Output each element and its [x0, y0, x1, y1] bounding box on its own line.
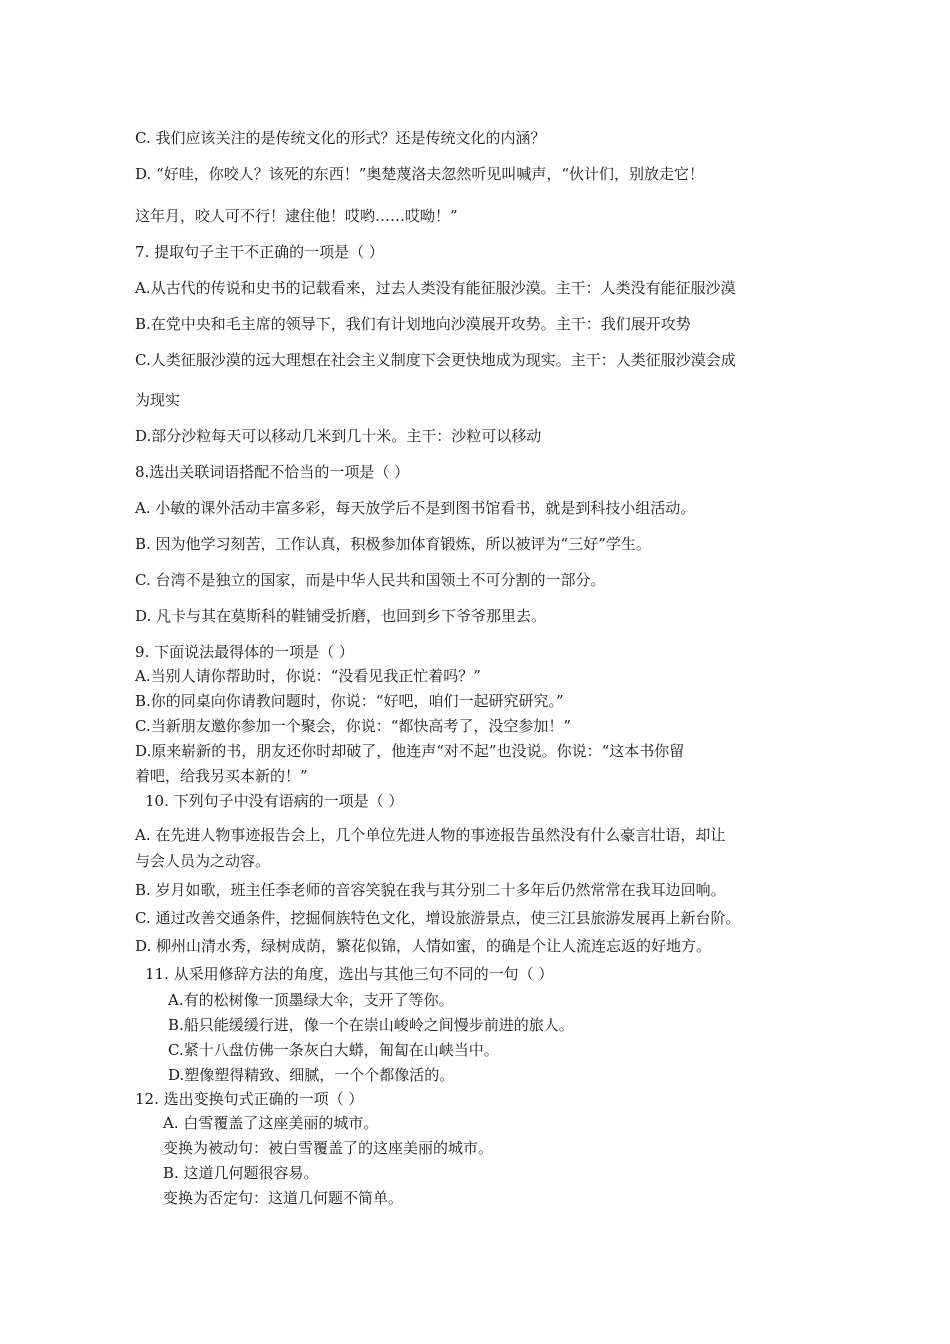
- q11-option-d: D.塑像塑得精致、细腻，一个个都像活的。: [168, 1066, 455, 1084]
- q6-option-d-line1: D. “好哇，你咬人？该死的东西！”奥楚蔑洛夫忽然听见叫喊声，“伙计们，别放走它！: [135, 165, 705, 183]
- q10-question: 10. 下列句子中没有语病的一项是（ ）: [145, 792, 404, 810]
- q10-option-a-line1: A. 在先进人物事迹报告会上，几个单位先进人物的事迹报告虽然没有什么豪言壮语，却让: [135, 826, 726, 844]
- q10-option-c: C. 通过改善交通条件，挖掘侗族特色文化，增设旅游景点，使三江县旅游发展再上新台阶。: [135, 909, 741, 927]
- q8-option-a: A. 小敏的课外活动丰富多彩，每天放学后不是到图书馆看书，就是到科技小组活动。: [135, 499, 696, 517]
- q10-option-b: B. 岁月如歌，班主任李老师的音容笑貌在我与其分别二十多年后仍然常常在我耳边回响。: [135, 881, 726, 899]
- q9-option-d-line1: D.原来崭新的书，朋友还你时却破了，他连声“对不起”也没说。你说：“这本书你留: [135, 742, 685, 760]
- q7-option-c-line1: C.人类征服沙漠的远大理想在社会主义制度下会更快地成为现实。主干：人类征服沙漠会成: [135, 351, 736, 369]
- q12-option-b: B. 这道几何题很容易。: [163, 1164, 319, 1182]
- q6-option-c: C. 我们应该关注的是传统文化的形式？还是传统文化的内涵？: [135, 129, 546, 147]
- q10-option-a-line2: 与会人员为之动容。: [135, 852, 271, 870]
- q7-option-a: A.从古代的传说和史书的记载看来，过去人类没有能征服沙漠。主干：人类没有能征服沙漠: [135, 279, 736, 297]
- q11-option-c: C.紧十八盘仿佛一条灰白大蟒，匍匐在山峡当中。: [168, 1041, 499, 1059]
- q10-option-d: D. 柳州山清水秀，绿树成荫，繁花似锦，人情如蜜，的确是个让人流连忘返的好地方。: [135, 937, 712, 955]
- q8-option-c: C. 台湾不是独立的国家，而是中华人民共和国领土不可分割的一部分。: [135, 571, 606, 589]
- q12-option-a: A. 白雪覆盖了这座美丽的城市。: [163, 1114, 379, 1132]
- q9-option-d-line2: 着吧，给我另买本新的！”: [135, 767, 308, 785]
- q12-option-b-transform: 变换为否定句：这道几何题不简单。: [163, 1189, 404, 1207]
- q7-option-c-line2: 为现实: [135, 391, 181, 409]
- q8-question: 8.选出关联词语搭配不恰当的一项是（ ）: [135, 463, 410, 481]
- q7-option-b: B.在党中央和毛主席的领导下，我们有计划地向沙漠展开攻势。主干：我们展开攻势: [135, 315, 691, 333]
- q11-question: 11. 从采用修辞方法的角度，选出与其他三句不同的一句（ ）: [145, 965, 554, 983]
- q9-option-a: A.当别人请你帮助时，你说：“没看见我正忙着吗？”: [135, 667, 481, 685]
- q6-option-d-line2: 这年月，咬人可不行！逮住他！哎哟……哎呦！”: [135, 207, 458, 225]
- q8-option-b: B. 因为他学习刻苦，工作认真，积极参加体育锻炼，所以被评为“三好”学生。: [135, 535, 651, 553]
- q7-option-d: D.部分沙粒每天可以移动几米到几十米。主干：沙粒可以移动: [135, 427, 542, 445]
- q11-option-b: B.船只能缓缓行进，像一个在崇山峻岭之间慢步前进的旅人。: [168, 1016, 574, 1034]
- q9-option-b: B.你的同桌向你请教问题时，你说：“好吧，咱们一起研究研究。”: [135, 692, 564, 710]
- q12-option-a-transform: 变换为被动句：被白雪覆盖了的这座美丽的城市。: [163, 1139, 494, 1157]
- q12-question: 12. 选出变换句式正确的一项（ ）: [135, 1090, 364, 1108]
- q8-option-d: D. 凡卡与其在莫斯科的鞋铺受折磨，也回到乡下爷爷那里去。: [135, 607, 547, 625]
- q7-question: 7. 提取句子主干不正确的一项是（ ）: [135, 243, 384, 261]
- q11-option-a: A.有的松树像一顶墨绿大伞，支开了等你。: [168, 991, 454, 1009]
- q9-option-c: C.当新朋友邀你参加一个聚会，你说：“都快高考了，没空参加！”: [135, 717, 572, 735]
- q9-question: 9. 下面说法最得体的一项是（ ）: [135, 643, 354, 661]
